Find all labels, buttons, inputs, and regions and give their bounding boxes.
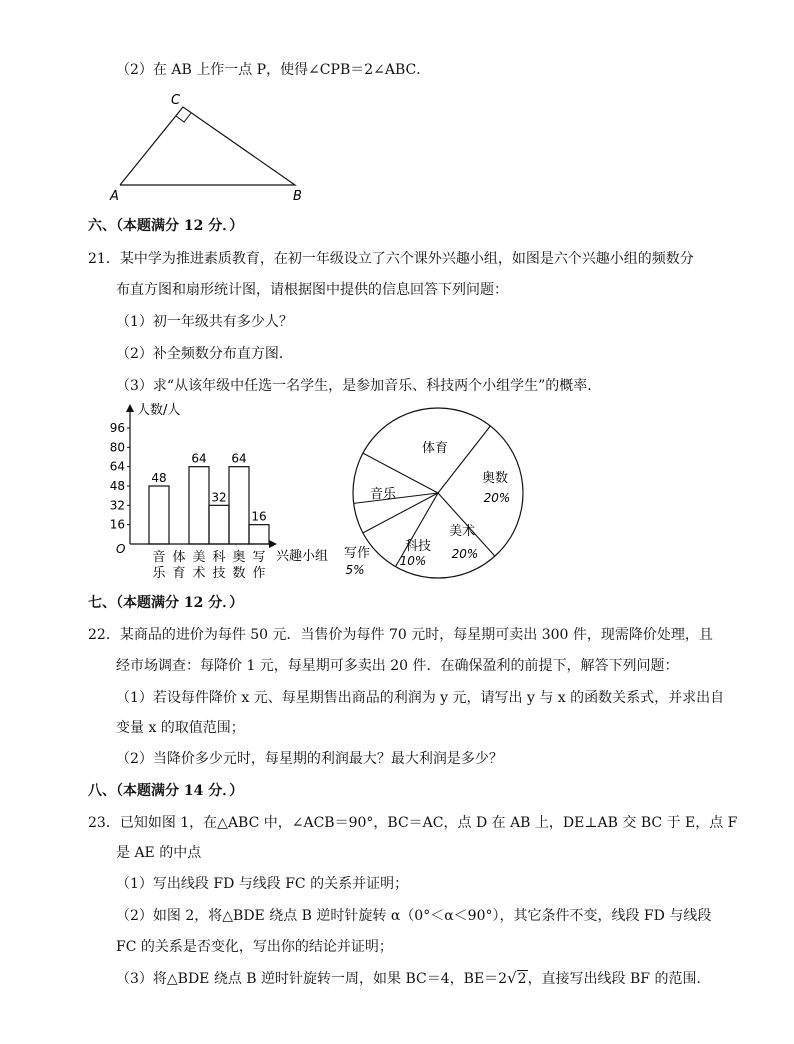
q22-sub2: （2）当降价多少元时，每星期的利润最大？最大利润是多少？ — [116, 751, 503, 767]
section7-heading: 七、（本题满分 12 分．） — [88, 595, 244, 611]
bar-0 — [149, 486, 169, 544]
section8-heading: 八、（本题满分 14 分．） — [88, 783, 244, 799]
category-label: 奥数 — [232, 550, 246, 581]
q23-sub3-after: ，直接写出线段 BF 的范围． — [527, 971, 711, 987]
y-tick-label: 48 — [110, 479, 125, 493]
q21-sub3: （3）求“从该年级中任选一名学生，是参加音乐、科技两个小组学生”的概率． — [116, 378, 602, 394]
pie-slice-label: 奥数 — [481, 471, 509, 486]
category-label: 美术 — [192, 550, 206, 581]
q23-sub1: （1）写出线段 FD 与线段 FC 的关系并证明； — [116, 876, 409, 892]
q22-sub1-line1: （1）若设每件降价 x 元、每星期售出商品的利润为 y 元，请写出 y 与 x 的函数关系式，并求出自 — [116, 690, 725, 706]
right-angle-mark — [176, 113, 191, 122]
sqrt-radicand: 2 — [517, 971, 527, 987]
pie-slice-label: 美术 — [448, 524, 476, 539]
x-axis-arrow — [269, 540, 277, 548]
pie-slice-percent: 20% — [451, 547, 479, 561]
pie-slice-label: 写作 — [343, 546, 371, 561]
y-tick-label: 16 — [110, 517, 125, 532]
q21-sub1: （1）初一年级共有多少人？ — [116, 314, 293, 330]
q22-stem-line1: 22．某商品的进价为每件 50 元．当售价为每件 70 元时，每星期可卖出 300 件，现需降价处理，且 — [88, 627, 713, 643]
bar-4 — [229, 467, 249, 544]
category-label: 科技 — [212, 550, 226, 581]
y-tick-label: 64 — [110, 459, 125, 474]
pie-slice-percent: 20% — [483, 491, 511, 505]
bar-value-label: 32 — [211, 490, 227, 505]
q23-stem-line1: 23．已知如图 1，在△ABC 中，∠ACB＝90°，BC＝AC，点 D 在 AB 上，DE⊥AB 交 BC 于 E，点 F — [88, 815, 738, 831]
triangle-outline — [120, 107, 295, 185]
origin-label: O — [116, 542, 126, 556]
histogram-chart — [110, 402, 350, 582]
pie-slice-percent: 5% — [345, 563, 365, 577]
y-tick-label: 80 — [110, 440, 125, 455]
bar-value-label: 64 — [191, 451, 207, 466]
x-axis-label: 兴趣小组 — [276, 549, 329, 564]
q23-stem-line2: 是 AE 的中点 — [116, 845, 202, 861]
y-tick-label: 32 — [110, 498, 125, 513]
q23-sub3-before: （3）将△BDE 绕点 B 逆时针旋转一周，如果 BC＝4，BE＝2 — [116, 971, 508, 987]
q23-sub3 — [116, 968, 710, 989]
sqrt-symbol: √ — [507, 969, 517, 987]
y-axis-arrow — [126, 404, 134, 412]
pie-slice-percent: 10% — [399, 554, 427, 568]
pie-slice-label: 体育 — [421, 441, 449, 456]
pie-slice-label: 音乐 — [369, 487, 397, 502]
bar-value-label: 16 — [251, 509, 267, 524]
pie-slice-label: 科技 — [404, 539, 432, 554]
q21-stem-line1: 21．某中学为推进素质教育，在初一年级设立了六个课外兴趣小组，如图是六个兴趣小组的频数分 — [88, 251, 694, 267]
category-label: 体育 — [172, 550, 186, 581]
category-label: 音乐 — [152, 550, 166, 581]
bar-2 — [189, 467, 209, 544]
bar-value-label: 64 — [231, 451, 247, 466]
y-axis-label: 人数/人 — [137, 403, 181, 418]
bar-3 — [209, 505, 229, 544]
q23-sub2-line2: FC 的关系是否变化，写出你的结论并证明； — [116, 939, 393, 955]
category-label: 写作 — [252, 550, 266, 581]
vertex-b: B — [293, 189, 302, 204]
bar-5 — [249, 525, 269, 544]
section6-heading: 六、（本题满分 12 分．） — [88, 218, 244, 234]
vertex-c: C — [171, 93, 181, 108]
q20-part2: （2）在 AB 上作一点 P，使得∠CPB＝2∠ABC． — [116, 62, 431, 78]
q23-sub2-line1: （2）如图 2，将△BDE 绕点 B 逆时针旋转 α（0°＜α＜90°），其它条件不变，线段 FD 与线段 — [116, 908, 712, 924]
q21-stem-line2: 布直方图和扇形统计图，请根据图中提供的信息回答下列问题： — [116, 282, 508, 298]
q22-stem-line2: 经市场调查：每降价 1 元，每星期可多卖出 20 件．在确保盈利的前提下，解答下列问题： — [116, 658, 679, 674]
q21-sub2: （2）补全频数分布直方图． — [116, 346, 293, 362]
pie-chart — [335, 400, 535, 580]
vertex-a: A — [110, 189, 119, 204]
bar-value-label: 48 — [151, 471, 167, 485]
q22-sub1-line2: 变量 x 的取值范围； — [116, 720, 245, 736]
triangle-figure — [105, 90, 315, 205]
y-tick-label: 96 — [110, 421, 125, 435]
